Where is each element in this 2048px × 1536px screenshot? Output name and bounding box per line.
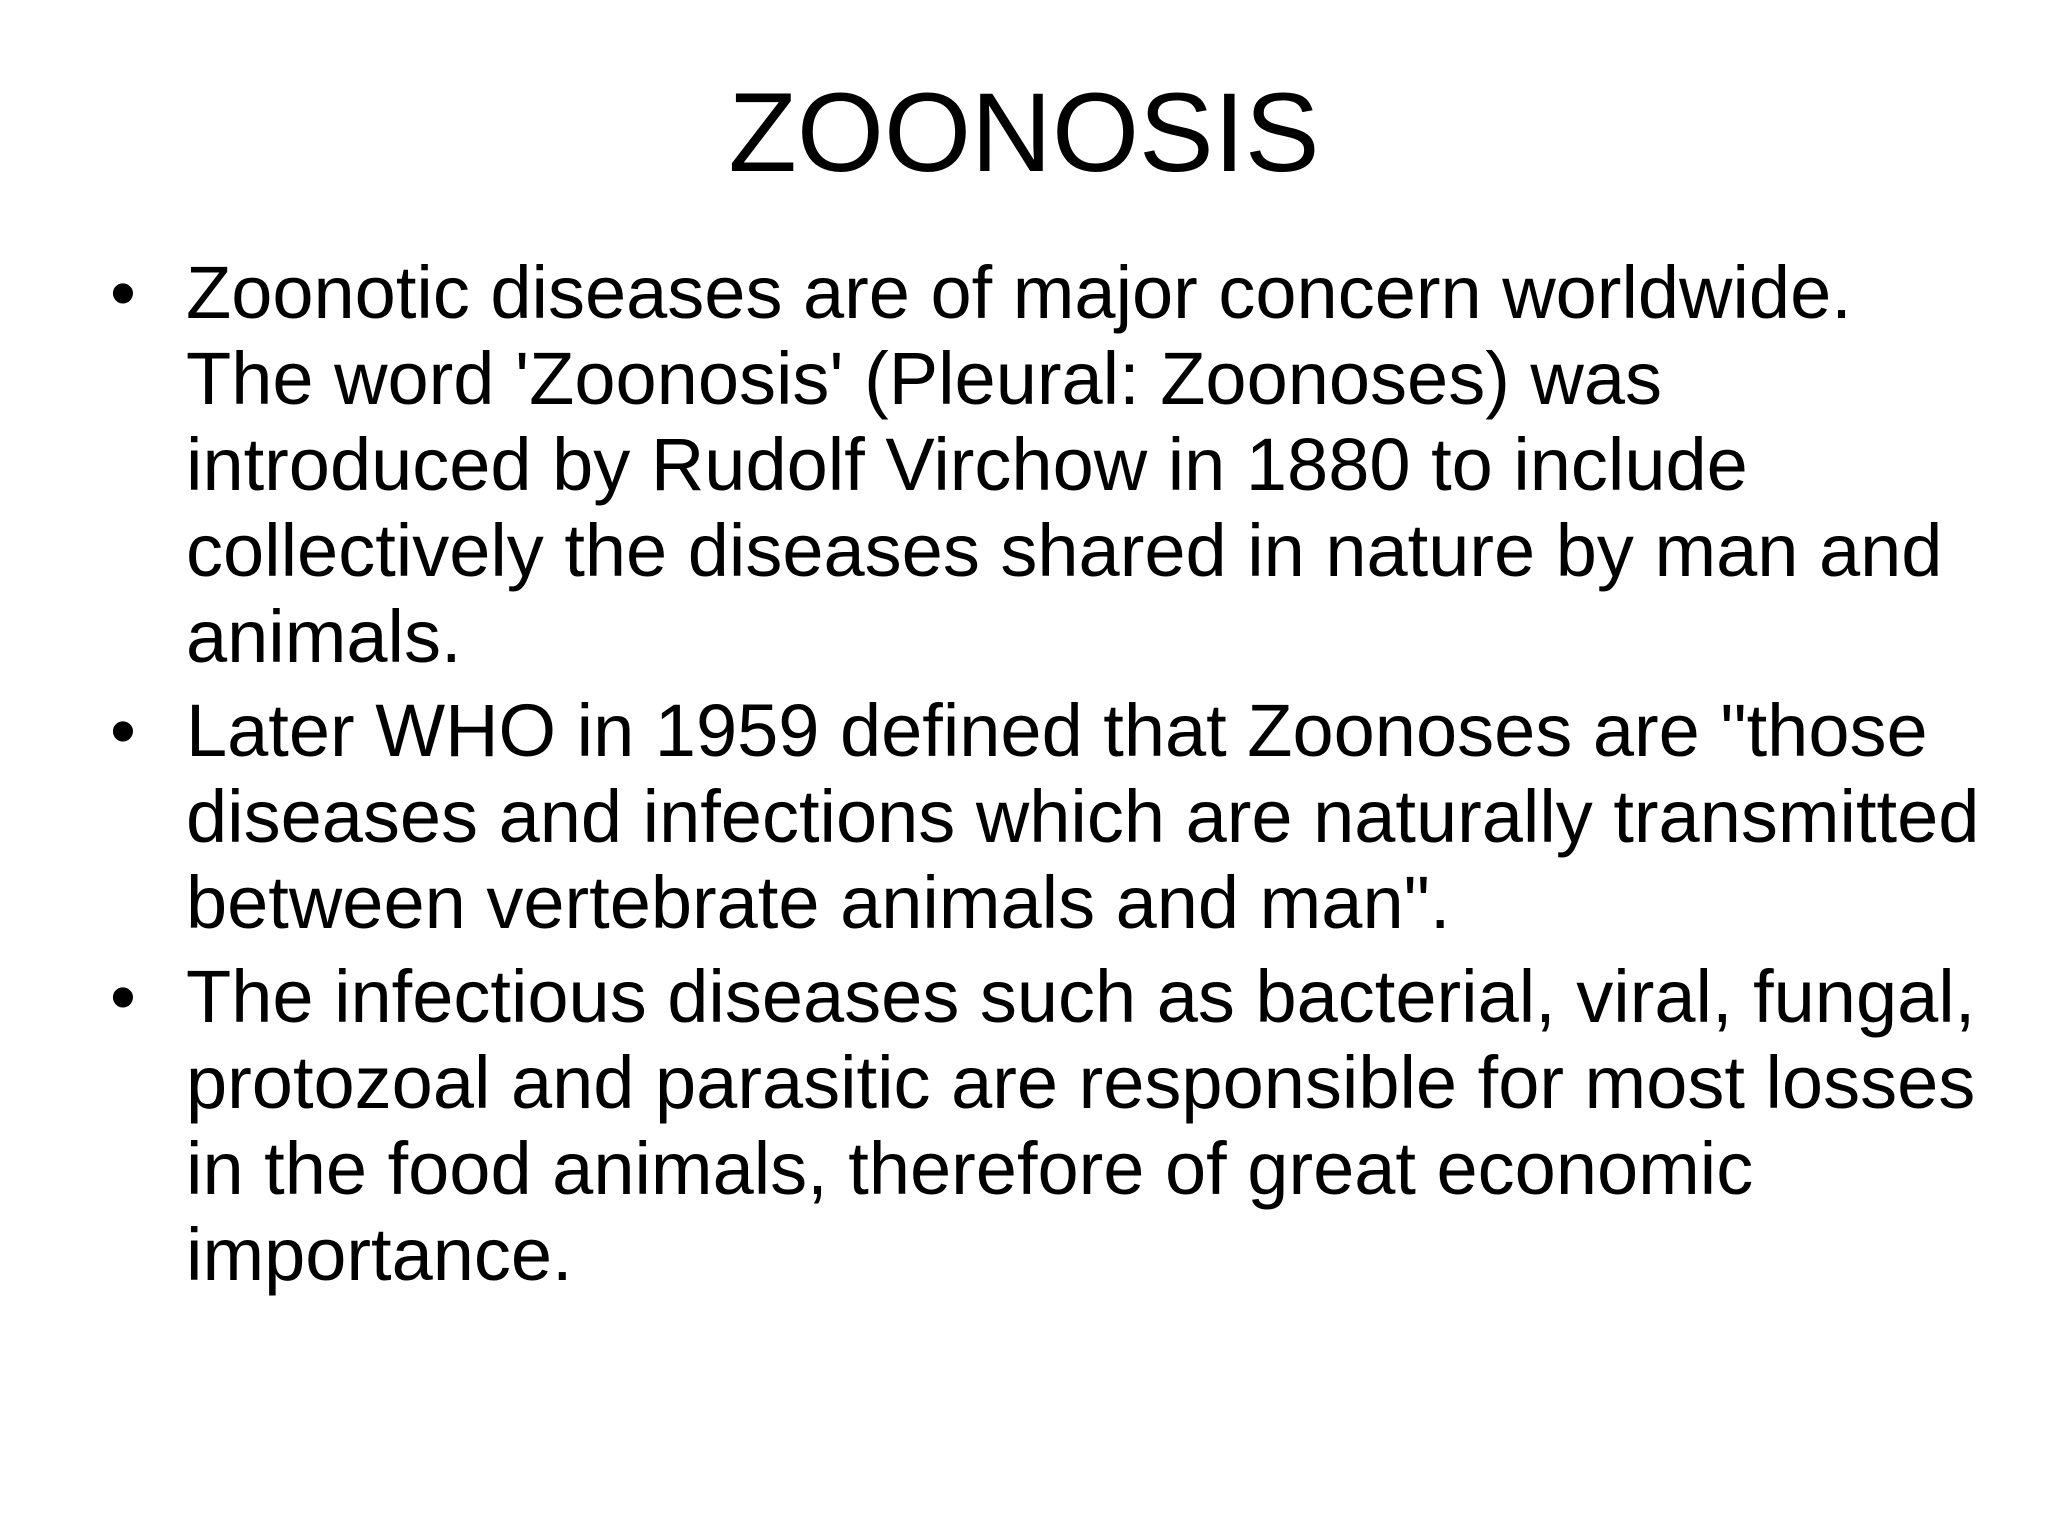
bullet-icon: • [110, 955, 136, 1038]
bullet-icon: • [110, 251, 136, 334]
slide-title: ZOONOSIS [728, 70, 1320, 195]
bullet-text: Later WHO in 1959 defined that Zoonoses are "those diseases and infections which are naturally transmitted between vertebrate animals and man". [186, 689, 1980, 944]
bullet-item-3 [106, 954, 1986, 1298]
bullet-item-2 [106, 688, 1986, 946]
bullet-item-1 [106, 250, 1986, 680]
bullet-icon: • [110, 689, 136, 772]
bullet-text: The infectious diseases such as bacterial, viral, fungal, protozoal and parasitic are responsible for most losses in the food animals, therefore of great economic importance. [186, 955, 1976, 1296]
bullet-list [106, 250, 1986, 1306]
bullet-text: Zoonotic diseases are of major concern worldwide. The word 'Zoonosis' (Pleural: Zoonoses) was introduced by Rudolf Virchow in 1880 to include collectively the diseases shared in nature by man and animals. [186, 251, 1943, 678]
